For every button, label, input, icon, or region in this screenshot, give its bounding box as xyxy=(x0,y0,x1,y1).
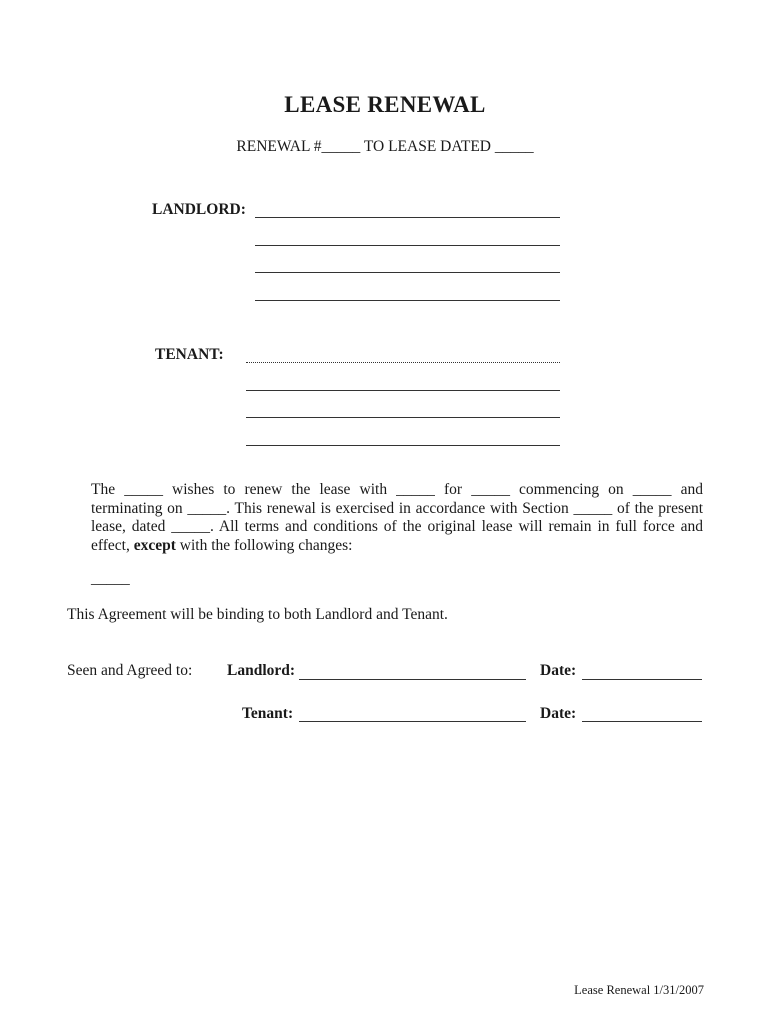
landlord-label: LANDLORD: xyxy=(152,201,246,218)
paragraph-text: of the present lease, dated xyxy=(91,499,704,535)
paragraph-text: The xyxy=(91,481,125,498)
landlord-line-1 xyxy=(255,217,560,218)
paragraph-text: and terminating on xyxy=(91,481,704,517)
landlord-line-2 xyxy=(255,245,560,246)
paragraph-text: wishes to renew the lease with xyxy=(162,481,397,498)
end-date-blank: _____ xyxy=(187,499,227,517)
party-blank: _____ xyxy=(124,481,163,498)
tenant-line-3 xyxy=(246,417,560,418)
subtitle-prefix: RENEWAL # xyxy=(236,138,322,155)
landlord-line-4 xyxy=(255,300,560,301)
tenant-date-line xyxy=(582,721,702,722)
paragraph-text: . This renewal is exercised in accordance with Section xyxy=(226,499,574,517)
binding-statement: This Agreement will be binding to both Landlord and Tenant. xyxy=(67,606,448,623)
changes-blank: _____ xyxy=(91,570,130,587)
renewal-number-blank: _____ xyxy=(321,138,361,155)
landlord-line-3 xyxy=(255,272,560,273)
renewal-subtitle xyxy=(0,138,770,156)
section-blank: _____ xyxy=(573,499,613,517)
paragraph-text: commencing on xyxy=(509,481,633,498)
landlord-signature-label: Landlord: xyxy=(227,662,296,679)
tenant-signature-label: Tenant: xyxy=(242,705,294,722)
term-blank: _____ xyxy=(471,481,510,498)
except-emphasis: except xyxy=(133,536,176,554)
renewal-terms-paragraph xyxy=(91,481,703,555)
tenant-signature-line xyxy=(299,721,526,722)
paragraph-text: . All terms and conditions of the original lease will remain in full force and effect, xyxy=(91,518,703,554)
paragraph-text: with the following changes: xyxy=(175,536,353,554)
paragraph-text: for xyxy=(434,481,472,498)
landlord-date-label: Date: xyxy=(540,662,577,679)
lease-date-blank: _____ xyxy=(494,138,534,155)
tenant-line-2 xyxy=(246,390,560,391)
other-party-blank: _____ xyxy=(396,481,435,498)
lease-dated-blank: _____ xyxy=(171,518,210,535)
subtitle-middle: TO LEASE DATED xyxy=(360,138,495,155)
landlord-signature-line xyxy=(299,679,526,680)
start-date-blank: _____ xyxy=(632,481,672,498)
tenant-line-4 xyxy=(246,445,560,446)
tenant-date-label: Date: xyxy=(540,705,577,722)
footer-revision: Lease Renewal 1/31/2007 xyxy=(574,983,704,997)
seen-agreed-label: Seen and Agreed to: xyxy=(67,662,193,679)
tenant-label: TENANT: xyxy=(155,346,224,363)
landlord-date-line xyxy=(582,679,702,680)
tenant-line-1 xyxy=(246,362,560,363)
document-title: LEASE RENEWAL xyxy=(284,92,486,117)
